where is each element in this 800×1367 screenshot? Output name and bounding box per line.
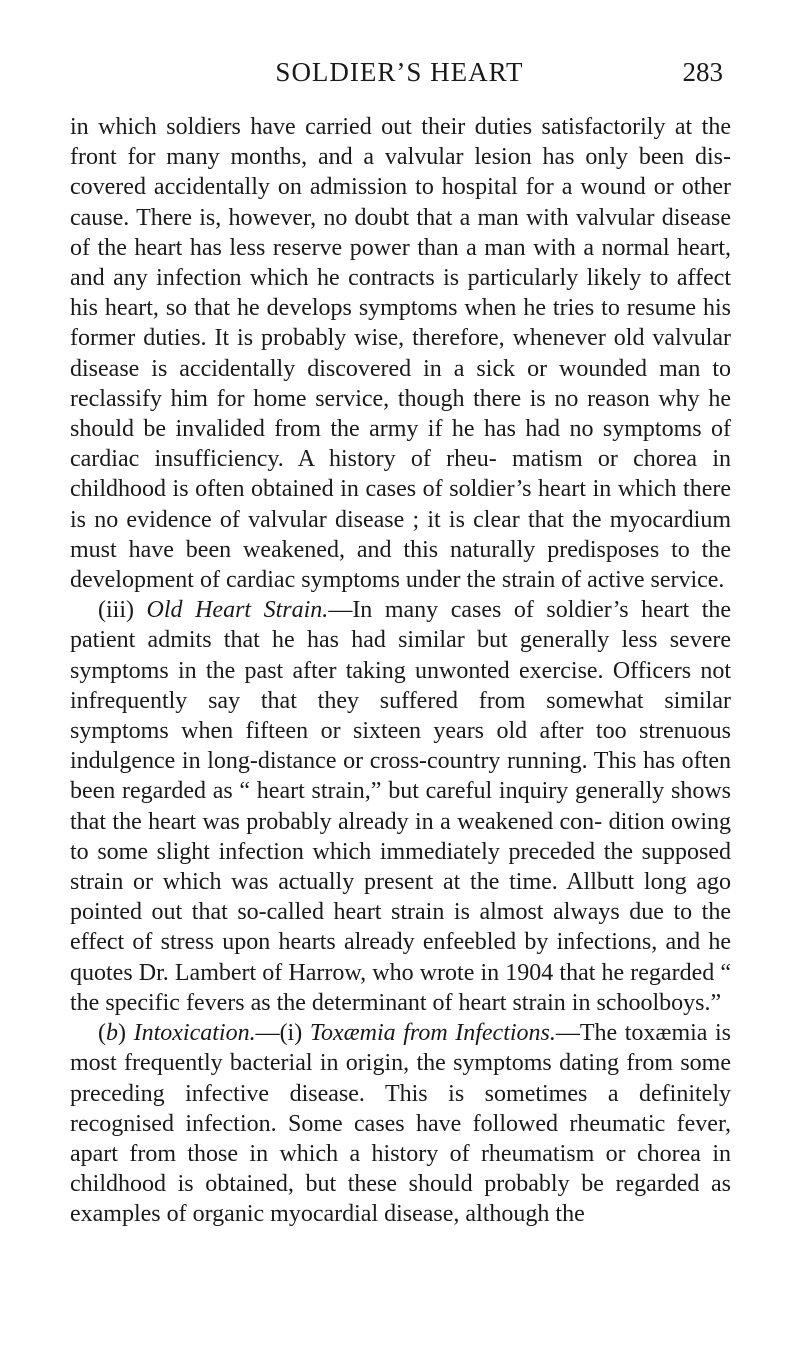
section-label-open: (	[98, 1020, 106, 1047]
paragraph-3-text: —The toxæmia is most frequently bacterial in origin, the symptoms dating from some preceding infective disease. This is sometimes a definitely recognised infection. Some cases have followed rheumatic fever, apart from those in which a history of rheumatism or chorea in childhood is obtained, but these should probably be regarded as examples of organic myocardial disease, although the	[70, 1020, 732, 1228]
paragraph-old-heart-strain	[70, 595, 731, 1018]
paragraph-2-text: —In many cases of soldier’s heart the patient admits that he has had similar but generally less severe symptoms in the past after taking unwonted exercise. Officers not infrequently say that they suffered from somewhat similar symptoms when fifteen or sixteen years old after too strenuous indulgence in long-distance or cross-country running. This has often been regarded as “ heart strain,” but careful inquiry generally shows that the heart was probably already in a weakened con- dition owing to some slight infection which immediately preceded the supposed strain or which was actually present at the time. Allbutt long ago pointed out that so-called heart strain is almost always due to the effect of stress upon hearts already enfeebled by infections, and he quotes Dr. Lambert of Harrow, who wrote in 1904 that he regarded “ the specific fevers as the determinant of heart strain in schoolboys.”	[70, 597, 732, 1016]
paragraph-1: in which soldiers have carried out their duties satisfactorily at the front for many months, and a valvular lesion has only been dis- covered accidentally on admission to hospital for a wound or other cause. There is, however, no doubt that a man with valvular disease of the heart has less reserve power than a man with a normal heart, and any infection which he contracts is particularly likely to affect his heart, so that he develops symptoms when he tries to resume his former duties. It is probably wise, therefore, whenever old valvular disease is accidentally discovered in a sick or wounded man to reclassify him for home service, though there is no reason why he should be invalided from the army if he has had no symptoms of cardiac insufficiency. A history of rheu- matism or chorea in childhood is often obtained in cases of soldier’s heart in which there is no evidence of valvular disease ; it is clear that the myocardium must have been weakened, and this naturally predisposes to the development of cardiac symptoms under the strain of active service.	[70, 114, 731, 594]
section-label-close: )	[118, 1020, 126, 1047]
section-letter: b	[106, 1020, 118, 1047]
page-number: 283	[682, 57, 723, 87]
body-text	[70, 112, 731, 1230]
subsection-heading-toxaemia: Toxæmia from Infections.	[309, 1020, 556, 1047]
section-heading-intoxication: Intoxication.	[133, 1020, 256, 1047]
section-heading-old-heart-strain: Old Heart Strain.	[146, 597, 329, 624]
paragraph-intoxication	[70, 1018, 731, 1229]
subsection-label: —(i)	[255, 1020, 303, 1047]
page-header	[76, 57, 723, 97]
section-label: (iii)	[98, 597, 134, 624]
running-title: SOLDIER’S HEART	[275, 57, 524, 87]
